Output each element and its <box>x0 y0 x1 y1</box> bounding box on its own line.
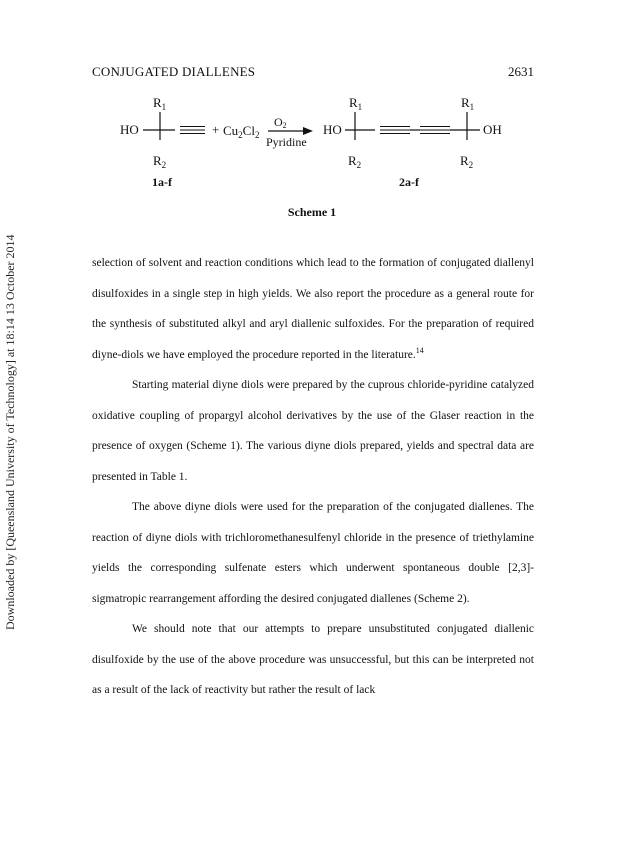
running-header-title: CONJUGATED DIALLENES <box>92 64 256 79</box>
paragraph-2: Starting material diyne diols were prepared by the cuprous chloride-pyridine catalyzed oxidative coupling of propargyl alcohol derivatives by the use of the Glaser reaction in the presence of oxygen (Scheme 1). The various diyne diols prepared, yields and spectral data are presented in Table 1. <box>92 379 534 483</box>
pyridine-condition-label: Pyridine <box>266 135 307 149</box>
paragraph-4: We should note that our attempts to prepare unsubstituted conjugated diallenic disulfoxide by the use of the above procedure was unsuccessful, but this can be interpreted not as a result of the lack of reactivity but rather the result of lack <box>92 623 534 696</box>
paragraph-1-text: selection of solvent and reaction conditions which lead to the formation of conjugated diallenyl disulfoxides in a single step in high yields. We also report the procedure as a general route for the synthesis of substituted alkyl and aryl diallenic sulfoxides. For the preparation of required diyne-diols we have employed the procedure reported in the literature. <box>92 257 534 361</box>
product-left-r1-label: $R_1$ <box>349 95 363 112</box>
product-ho-label: HO <box>323 122 342 137</box>
product-left-r2-label: $R_2$ <box>348 153 362 170</box>
download-watermark: Downloaded by [Queensland University of Technology] at 18:14 13 October 2014 <box>3 234 17 630</box>
product-right-r1-label: $R_1$ <box>461 95 475 112</box>
reactant-r2-label: $R_2$ <box>153 153 167 170</box>
reactant-r1-label: $R_1$ <box>153 95 167 112</box>
plus-sign: + <box>212 122 220 137</box>
reaction-scheme-diagram <box>0 0 624 200</box>
product-first-triple-bond <box>380 127 410 134</box>
product-compound-label: 2a-f <box>399 175 419 189</box>
paragraph-3: The above diyne diols were used for the preparation of the conjugated diallenes. The reaction of diyne diols with trichloromethanesulfenyl chloride in the presence of triethylamine yields the corresponding sulfenate esters which underwent spontaneous double [2,3]-sigmatropic rearrangement affording the desired conjugated diallenes (Scheme 2). <box>92 501 534 605</box>
reactant-ho-label: HO <box>120 122 139 137</box>
reference-citation: 14 <box>415 345 424 355</box>
reaction-arrow-head <box>303 127 313 135</box>
page-number: 2631 <box>508 64 534 79</box>
body-text <box>92 248 534 706</box>
scheme-caption: Scheme 1 <box>287 205 337 219</box>
reactant-triple-bond <box>180 127 205 134</box>
oxygen-condition-label: O2 <box>274 115 287 130</box>
reagent-formula: $Cu_2Cl_2$ <box>223 123 260 140</box>
product-right-r2-label: $R_2$ <box>460 153 474 170</box>
paragraph-1 <box>92 248 534 370</box>
product-oh-label: OH <box>483 122 502 137</box>
reactant-compound-label: 1a-f <box>152 175 172 189</box>
product-second-triple-bond <box>420 127 450 134</box>
